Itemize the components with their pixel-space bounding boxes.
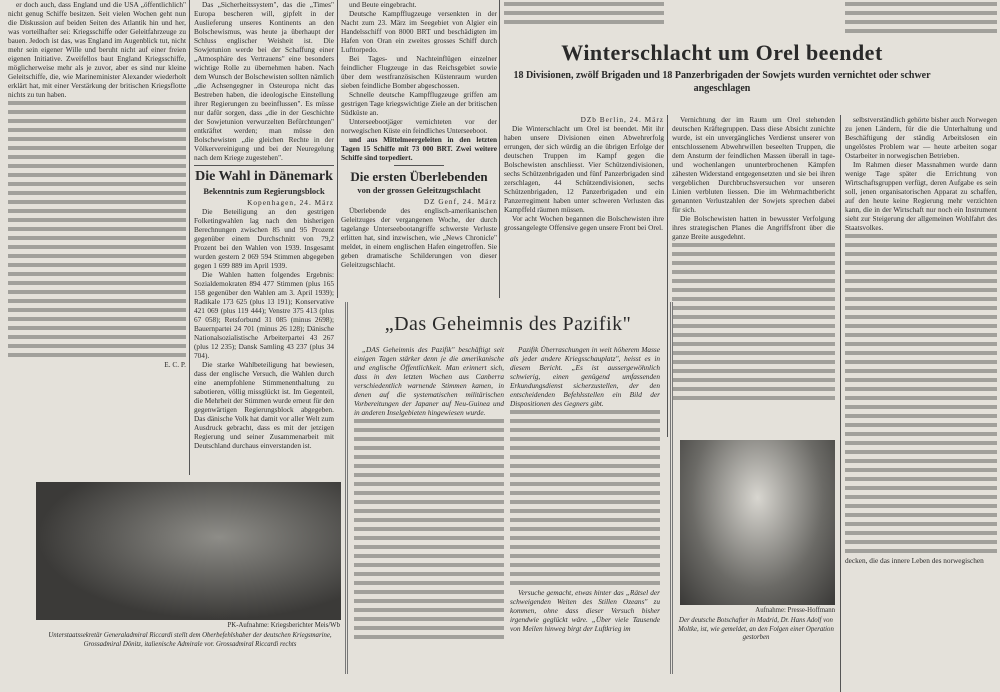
- paragraph: Die Bolschewisten hatten in bewusster Verfolgung ihres strategischen Planes die Angriffsfront über die ganze Breite ausgedehnt.: [672, 214, 835, 241]
- text-fragment: [845, 0, 997, 36]
- photo-credit: PK-Aufnahme: Kriegsberichter Meis/Wb: [227, 622, 340, 629]
- text-fragment: [504, 0, 664, 27]
- paragraph: Im Rahmen dieser Massnahmen wurde dann wenige Tage später die Errichtung von Wirtschaftsgruppen verfügt, deren Aufgabe es sein soll, jenen organisatorischen Apparat zu schaffen, auf den heute keine Regierung mehr verzichten kann, die in der Wirtschaft nur noch ein Instrument sieht zur Steigerung der allgemeinen Wohlfahrt des Staatsvolkes.: [845, 160, 997, 232]
- paragraph: Pazifik Überraschungen in weit höherem Masse als jeder andere Kriegsschauplatz", heisst es in diesem Bericht. „Es ist aussergewöhnlich schwierig, einen genügend umfassenden Erkundungsdienst sicherzustellen, der den entscheidenden Befehlsstellen ein Bild der Dispositionen des Gegners gibt.: [510, 345, 660, 408]
- paragraph: Das „Sicherheitssystem", das die „Times" Europa bescheren will, gipfelt in der Auslieferung unseres Kontinents an den Bolschewismus, was heute ja überhaupt der Schluss englischer Weisheit ist. Die Sowjetunion werde bei der Schaffung einer „Atmosphäre des Vertrauens" eine besonders wichtige Rolle zu übernehmen haben. Nach dem Wunsch der Bolschewisten sollten nämlich „die Achsengegner in Osteuropa nicht das Bestreben haben, die ideologische Einstellung ihrer Regierungen zu beeinflussen". Es müsse nur dafür sorgen, dass „die in der Geschichte der Sowjetunion verwurzelten Befürchtungen" entkräftet werden; man müsse den Bolschewisten „die gleichen Rechte in der Völkervereinigung und bei der Neuregelung nach dem Kriege zugestehen".: [194, 0, 335, 162]
- column-rule: [337, 0, 338, 298]
- paragraph: selbstverständlich gehörte bisher auch Norwegen zu jenen Ländern, für die die Unterhaltung und Beschäftigung der ständig Arbeitslosen ein ungelöstes Problem war — heute arbeiten sogar Ostarbeiter in norwegischen Betrieben.: [845, 115, 997, 160]
- divider: [194, 165, 334, 166]
- paragraph: Überlebende des englisch-amerikanischen Geleitzuges der vergangenen Woche, der durch tagelange Unterseebootangriffe schwerste Verluste erlitten hat, sind inzwischen, wie „News Chronicle" meldet, in einem englischen Hafen eingetroffen. Sie geben dramatische Schilderungen von dieser Geleitzugschlacht.: [341, 205, 497, 269]
- divider: [394, 165, 444, 166]
- text-continuation: [845, 232, 997, 556]
- paragraph: Versuche gemacht, etwas hinter das „Rätsel der schweigenden Weiten des Stillen Ozeans" zu kommen, ohne dass dieser Versuch bisher irgendwie geglückt wäre. „Über viele Tausende von Meilen hinweg birgt der Luftkrieg im: [510, 588, 660, 633]
- denmark-subheadline: Bekenntnis zum Regierungsblock: [203, 185, 325, 196]
- paragraph: Schnelle deutsche Kampfflugzeuge griffen am gestrigen Tage kriegswichtige Ziele an der britischen Südküste an.: [341, 90, 497, 117]
- paragraph: und aus Mittelmeergeleiten in den letzten Tagen 15 Schiffe mit 73 000 BRT. Zwei weitere Schiffe sind torpediert.: [341, 135, 497, 162]
- paragraph: decken, die das innere Leben des norwegischen: [845, 556, 984, 565]
- column-rule: [189, 0, 190, 475]
- article-shipbuilding: [8, 0, 186, 369]
- orel-subheadline: 18 Divisionen, zwölf Brigaden und 18 Panzerbrigaden der Sowjets wurden vernichtet oder schwer angeschlagen: [513, 70, 931, 95]
- text-continuation: [8, 99, 186, 360]
- column-three: [341, 0, 497, 269]
- photo-admirals: [36, 482, 341, 620]
- orel-header: [502, 40, 942, 95]
- pacific-column-right: [510, 345, 660, 633]
- column-rule: [840, 115, 841, 692]
- paragraph: Die Beteiligung an den gestrigen Folketingwahlen lag nach den bisherigen Berechnungen zwischen 85 und 95 Prozent gegenüber einem Durchschnitt von 79,2 Prozent bei den Wahlen von 1939. Insgesamt wurden gestern 2 069 594 Stimmen abgegeben gegen 1 699 889 im April 1939.: [194, 206, 334, 270]
- survivors-subheadline: von der grossen Geleitzugschlacht: [357, 184, 481, 195]
- paragraph: Vor acht Wochen begannen die Bolschewisten ihre grossangelegte Offensive gegen unsere Front bei Orel.: [504, 214, 664, 232]
- paragraph: Die Wahlen hatten folgendes Ergebnis: Sozialdemokraten 894 477 Stimmen (plus 165 158 gegenüber den Wahlen am 3. April 1939); Radikale 173 625 (plus 13 191); Konservative 421 069 (plus 119 444); Venstre 375 413 (plus 67 058); Retsforbund 31 085 (minus 2698); Bauernpartei 24 701 (minus 26 128); Dänische Nationalsozialistische Arbeiterpartei 43 267 (plus 12 235); Dansk Samling 43 237 (plus 34 704).: [194, 269, 334, 360]
- paragraph: Unterseebootjäger vernichteten vor der norwegischen Küste ein feindliches Unterseeboot.: [341, 117, 497, 135]
- dateline: DZb Berlin, 24. März: [580, 115, 664, 124]
- pacific-column-left: [354, 345, 504, 642]
- dateline: Kopenhagen, 24. März: [247, 197, 334, 207]
- paragraph: Die Winterschlacht um Orel ist beendet. Mit ihr haben unsere Divisionen einen Abwehrerfolg errungen, der sich würdig an die übrigen Erfolge der deutschen Truppen im Kampf gegen die Bolschewisten anschliesst. Vier Schützendivisionen, sechs Schützenbrigaden und fünf Panzerbrigaden sind zerschlagen, 44 Schützendivisionen, sechs Schützenbrigaden, 12 Panzerbrigaden und ein Panzerregiment haben unter schweren Verlusten das Kampffeld räumen müssen.: [504, 124, 664, 214]
- article-security-system: [194, 0, 334, 162]
- paragraph: Vernichtung der im Raum um Orel stehenden deutschen Kräftegruppen. Dass diese Absicht zunichte wurde, ist ein unvergängliches Verdienst unserer von entschlossenem Abwehrwillen beseelten Truppen, die dem Ansturm der feindlichen Massen überall in tage- und wochenlangen ununterbrochenen Kämpfen zähesten Widerstand entgegensetzten und sie bei ihren vergeblichen Durchbruchsversuchen vor unseren Linien verbluten liessen. Die im Wehrmachtbericht genannten Verlustzahlen der Sowjets sprechen dabei für sich.: [672, 115, 835, 214]
- column-two: [194, 0, 334, 450]
- text-continuation: [672, 241, 835, 403]
- photo-credit: Aufnahme: Presse-Hoffmann: [755, 607, 835, 614]
- article-military-report: [341, 0, 497, 162]
- paragraph: Deutsche Kampfflugzeuge versenkten in der Nacht zum 23. März im Seegebiet von Algier ein Handelsschiff von 8000 BRT und beschädigten im Hafen von Oran ein zweites grosses Schiff durch Lufttorpedo.: [341, 9, 497, 54]
- pacific-headline: „Das Geheimnis des Pazifik": [384, 313, 632, 335]
- orel-headline: Winterschlacht um Orel beendet: [561, 40, 883, 65]
- column-rule: [499, 0, 500, 298]
- text-continuation: [510, 408, 660, 588]
- paragraph: Bei Tages- und Nachteinflügen einzelner feindlicher Flugzeuge in das Reichsgebiet sowie über dem westfranzösischen Küstenraum wurden sieben feindliche Bomber abgeschossen.: [341, 54, 497, 90]
- paragraph: er doch auch, dass England und die USA „öffentlichlich" nicht genug Schiffe besitzen. Seit vielen Wochen geht nun die Diskussion auf beiden Seiten des Atlantik hin und her, was vorteilhafter sei: Kriegsschiffe oder Geleitfahrzeuge zu bauen. Jedoch ist das, was England im Augenblick tut, nicht mehr sein eigener Wille und beruht nicht auf einer freien eigenen Initiative. Zweifellos baut England Kriegsschiffe, möglicherweise mehr als je zuvor, aber es sind nur kleine Geleitschiffe, die, wie Marineminister Alexander wiederholt erklärt hat, mit einer Verstärkung der britischen Kriegsflotte nichts zu tun haben.: [8, 0, 186, 99]
- text-continuation: [354, 417, 504, 642]
- article-norway-economy: [845, 115, 997, 565]
- photo-caption: Unterstaatssekretär Generaladmiral Riccardi stellt dem Oberbefehlshaber der deutschen Kriegsmarine, Grossadmiral Dönitz, italienische Admirale vor. Grossadmiral Riccardi rechts: [48, 632, 332, 648]
- survivors-headline: Die ersten Überlebenden: [350, 169, 488, 184]
- photo-caption: Der deutsche Botschafter in Madrid, Dr. Hans Adolf von Moltke, ist, wie gemeldet, an den Folgen einer Operation gestorben: [678, 617, 834, 641]
- dateline: DZ Genf, 24. März: [423, 196, 497, 206]
- paragraph: und Beute eingebracht.: [349, 0, 417, 9]
- signature: E. C. P.: [164, 360, 186, 369]
- photo-ambassador: [680, 440, 835, 605]
- article-orel-continued: [672, 115, 835, 403]
- denmark-headline: Die Wahl in Dänemark: [195, 169, 333, 184]
- paragraph: „DAS Geheimnis des Pazifik" beschäftigt seit einigen Tagen stärker denn je die amerikanische und englische Öffentlichkeit. Man erinnert sich, dass in den letzten Wochen aus Canberra verschiedentlich warnende Stimmen kamen, in denen auf die systematischen militärischen Vorbereitungen der Japaner auf Neu-Guinea und in anderen Inselgebieten hingewiesen wurde.: [354, 345, 504, 417]
- article-orel: [504, 115, 664, 232]
- paragraph: Die starke Wahlbeteiligung hat bewiesen, dass der englische Versuch, die Wahlen durch eine anempfohlene Stimmenenthaltung zu sabotieren, völlig missglückt ist. Im Gegenteil, die Mehrheit der Stimmen wurde erneut für den gegenwärtigen Regierungsblock abgegeben. Das dänische Volk hat damit vor aller Welt zum Ausdruck gebracht, dass es mit der jetzigen Regierung und seiner Zusammenarbeit mit Deutschland durchaus einverstanden ist.: [194, 359, 334, 450]
- article-denmark: [194, 198, 334, 450]
- article-survivors: [341, 197, 497, 269]
